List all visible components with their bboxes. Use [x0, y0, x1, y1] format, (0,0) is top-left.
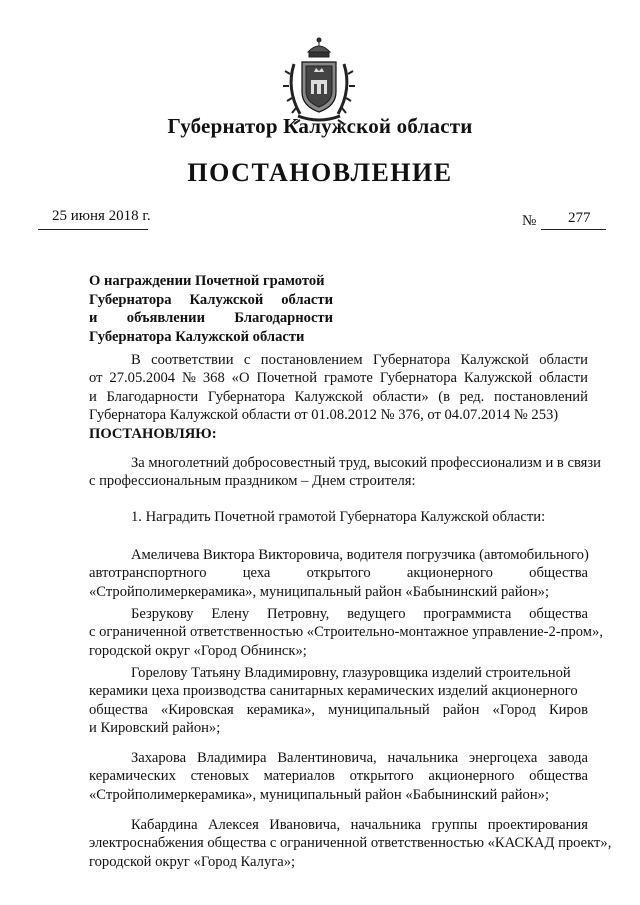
document-date: 25 июня 2018 г. — [52, 208, 151, 224]
text-word: (в — [438, 388, 451, 405]
text-word: Губернатора — [379, 370, 457, 387]
text-line — [89, 406, 588, 424]
text-word: 368 — [202, 370, 225, 387]
text-line — [89, 786, 588, 804]
text-word: области» — [372, 388, 429, 405]
text-line — [89, 701, 588, 719]
subject-line — [89, 328, 333, 347]
text-word: Амеличева Виктора Викторовича, водителя погрузчика (автомобильного) — [131, 547, 589, 563]
awardee-paragraph — [89, 816, 612, 871]
text-word: Валентиновича, — [277, 750, 377, 766]
subject-line — [89, 291, 333, 310]
awardee-paragraph — [89, 664, 588, 738]
text-word: Захарова — [131, 750, 187, 766]
text-word: Петровну, — [266, 606, 330, 622]
authority-title: Губернатор Калужской области — [167, 114, 473, 138]
text-line — [89, 546, 588, 564]
text-word: с ограниченной ответственностью «Строительно-монтажное управление-2-пром», — [89, 624, 603, 641]
text-word: и Кировский район»; — [89, 720, 221, 737]
awardee-paragraph — [89, 546, 588, 601]
subject-line — [89, 272, 333, 291]
text-word: общества — [529, 768, 588, 785]
text-line — [89, 664, 588, 682]
text-word: завода — [548, 750, 588, 766]
date-underline — [38, 229, 148, 230]
subject-line — [89, 309, 333, 328]
subject-word: Благодарности — [234, 310, 333, 327]
text-word: керамика», — [246, 701, 316, 718]
text-word: проектирования — [487, 817, 588, 833]
text-line — [89, 834, 612, 852]
number-underline — [541, 229, 606, 230]
text-line — [89, 623, 603, 641]
text-word: с профессиональным праздником – Днем строителя: — [89, 473, 416, 490]
text-word: области — [539, 370, 588, 387]
text-word: постановлений — [493, 388, 588, 405]
text-word: «Стройполимеркерамика», муниципальный район «Бабынинский район»; — [89, 786, 550, 803]
text-word: цеха — [242, 565, 271, 582]
decree-word: ПОСТАНОВЛЯЮ: — [89, 425, 217, 442]
subject-word: Губернатора — [89, 291, 172, 308]
subject-word: объявлении — [126, 310, 205, 327]
text-word: стеновых — [190, 768, 249, 785]
text-line — [89, 472, 588, 490]
text-line — [89, 719, 588, 737]
text-line — [89, 369, 588, 387]
text-word: Горелову Татьяну Владимировну, глазуровщика изделий строительной — [131, 665, 571, 681]
text-word: За многолетний добросовестный труд, высокий профессионализм и в связи — [131, 455, 601, 471]
text-word: В — [131, 352, 141, 368]
text-word: и — [89, 388, 97, 405]
text-word: акционерного — [406, 565, 493, 582]
text-word: 27.05.2004 — [109, 370, 176, 387]
text-word: ред. — [459, 388, 485, 405]
text-word: Калужской — [460, 352, 529, 368]
subject-word: Губернатора Калужской области — [89, 328, 305, 345]
item-1-paragraph — [89, 508, 588, 526]
text-word: открытого — [306, 565, 371, 582]
text-word: городской округ «Город Обнинск»; — [89, 642, 307, 659]
subject-word: О награждении Почетной грамотой — [89, 273, 325, 289]
text-word: керамики цеха производства санитарных керамических изделий акционерного — [89, 683, 578, 700]
text-word: ведущего — [347, 606, 406, 622]
text-word: керамических — [89, 768, 176, 785]
text-line — [89, 767, 588, 785]
text-line — [89, 853, 588, 871]
text-line — [89, 682, 588, 700]
text-word: энергоцеха — [468, 750, 538, 766]
subject-word: Калужской — [189, 291, 264, 308]
text-line — [89, 583, 588, 601]
preamble-paragraph — [89, 351, 588, 443]
text-word: муниципальный — [328, 701, 430, 718]
text-word: общества — [89, 701, 148, 718]
text-word: группы — [431, 817, 478, 833]
text-line — [89, 454, 601, 472]
text-word: области — [539, 352, 588, 368]
item-1-text: 1. Наградить Почетной грамотой Губернатора Калужской области: — [131, 509, 546, 525]
text-word: Киров — [548, 701, 588, 718]
text-word: Елену — [211, 606, 250, 622]
text-word: Благодарности — [106, 388, 199, 405]
intro-paragraph — [89, 454, 601, 491]
subject-word: и — [89, 310, 98, 327]
document-subject — [89, 272, 333, 346]
text-word: начальника — [387, 750, 459, 766]
text-word: «Стройполимеркерамика», муниципальный район «Бабынинский район»; — [89, 583, 550, 600]
text-word: район — [442, 701, 480, 718]
text-word: от — [89, 370, 103, 387]
text-word: Владимира — [196, 750, 267, 766]
number-sign: № — [522, 213, 537, 229]
text-word: общества — [529, 565, 588, 582]
text-line — [89, 388, 588, 406]
text-line — [89, 642, 588, 660]
text-word: Калужской — [463, 370, 533, 387]
text-word: «Кировская — [160, 701, 234, 718]
text-word: Губернатора — [373, 352, 451, 368]
text-line — [89, 749, 588, 767]
awardee-paragraph — [89, 749, 588, 804]
text-word: соответствии — [151, 352, 234, 368]
text-word: акционерного — [428, 768, 515, 785]
awardee-paragraph — [89, 605, 603, 660]
text-word: Безрукову — [131, 606, 194, 622]
text-line — [89, 816, 588, 834]
text-word: № — [182, 370, 196, 387]
text-word: Почетной — [256, 370, 318, 387]
text-word: грамоте — [323, 370, 373, 387]
text-word: с — [243, 352, 251, 368]
text-word: программиста — [423, 606, 512, 622]
text-line — [89, 351, 588, 369]
kaluga-coat-of-arms-icon — [280, 34, 358, 126]
document-type-title: ПОСТАНОВЛЕНИЕ — [187, 158, 453, 187]
text-word: электроснабжения общества с ограниченной ответственностью «КАСКАД проект», — [89, 835, 612, 852]
text-word: автотранспортного — [89, 565, 207, 582]
text-word: Калужской — [294, 388, 363, 405]
text-word: Губернатора Калужской области от 01.08.2012 № 376, от 04.07.2014 № 253) — [89, 407, 559, 424]
text-word: начальника — [350, 817, 422, 833]
text-word: Кабардина — [131, 817, 198, 833]
text-word: общества — [529, 606, 588, 622]
subject-word: области — [281, 291, 333, 308]
text-word: Ивановича, — [269, 817, 341, 833]
text-word: открытого — [349, 768, 414, 785]
text-word: «Город — [492, 701, 536, 718]
text-word: Губернатора — [207, 388, 286, 405]
text-line — [89, 605, 588, 623]
text-word: постановлением — [260, 352, 363, 368]
text-word: Алексея — [207, 817, 259, 833]
document-number: 277 — [568, 210, 591, 226]
text-word: городской округ «Город Калуга»; — [89, 853, 296, 870]
text-word: материалов — [263, 768, 335, 785]
text-word: «О — [231, 370, 250, 387]
text-line — [89, 564, 588, 582]
